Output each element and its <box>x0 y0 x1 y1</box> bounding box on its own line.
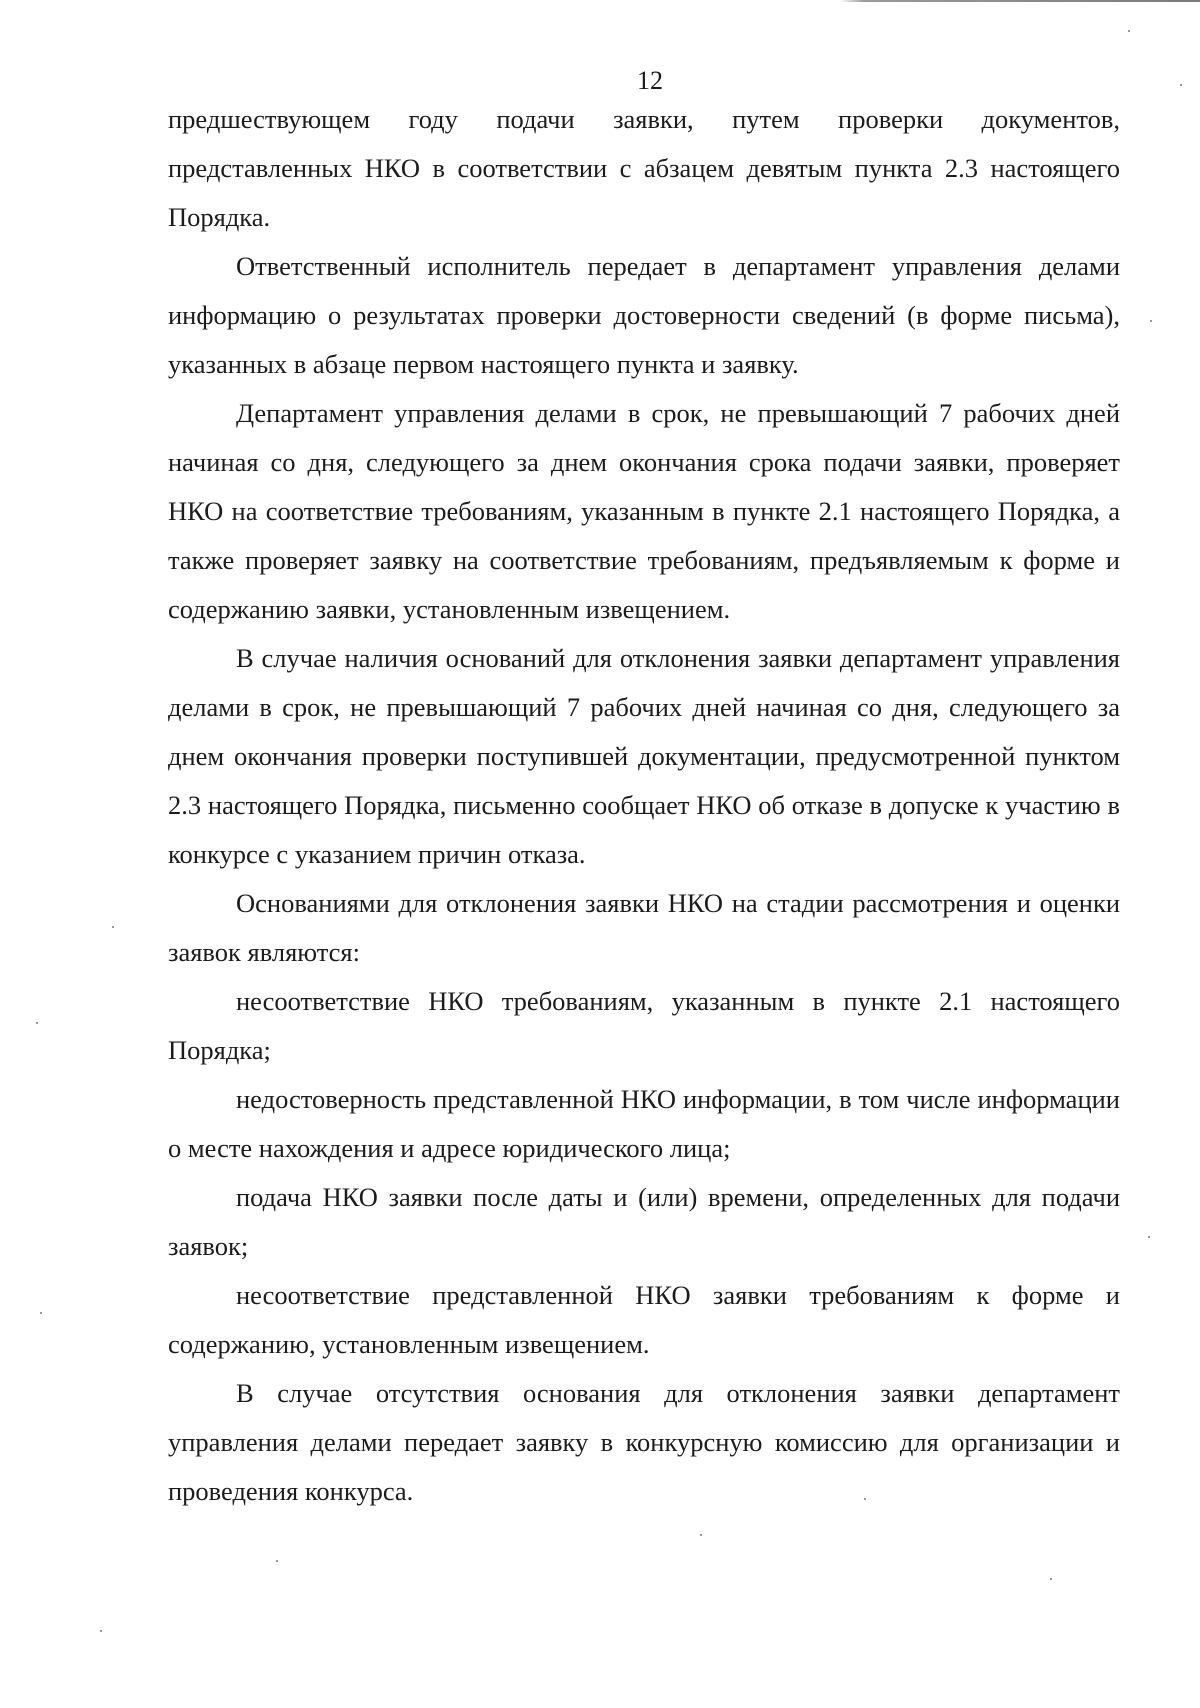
page-number: 12 <box>637 66 663 95</box>
scan-speck <box>1148 1236 1150 1238</box>
paragraph-4: В случае наличия оснований для отклонения заявки департамент управления делами в срок, не превышающий 7 рабочих дней начиная со дня, следующего за днем окончания проверки поступившей документации, предусмотренной пунктом 2.3 настоящего Порядка, письменно сообщает НКО об отказе в допуске к участию в конкурсе с указанием причин отказа. <box>168 643 1120 869</box>
scan-speck <box>1180 84 1182 86</box>
scan-speck <box>700 1534 702 1536</box>
list-item-2: недостоверность представленной НКО информации, в том числе информации о месте нахождения и адресе юридического лица; <box>168 1084 1120 1163</box>
scan-speck <box>112 926 114 928</box>
paragraph-1: предшествующем году подачи заявки, путем проверки документов, представленных НКО в соответствии с абзацем девятым пункта 2.3 настоящего Порядка. <box>168 104 1120 232</box>
list-item-3: подача НКО заявки после даты и (или) времени, определенных для подачи заявок; <box>168 1182 1120 1261</box>
scan-speck <box>1128 30 1130 32</box>
paragraph-2: Ответственный исполнитель передает в департамент управления делами информацию о результатах проверки достоверности сведений (в форме письма), указанных в абзаце первом настоящего пункта и заявку. <box>168 251 1120 379</box>
paragraph-5: Основаниями для отклонения заявки НКО на стадии рассмотрения и оценки заявок являются: <box>168 888 1120 967</box>
list-item-4: несоответствие представленной НКО заявки требованиям к форме и содержанию, установленным извещением. <box>168 1280 1120 1359</box>
scan-speck <box>36 1022 38 1024</box>
paragraph-final: В случае отсутствия основания для отклонения заявки департамент управления делами передает заявку в конкурсную комиссию для организации и проведения конкурса. <box>168 1378 1120 1506</box>
scan-speck <box>276 1560 278 1562</box>
scan-edge-line <box>0 0 1200 2</box>
scan-speck <box>40 1312 42 1314</box>
scan-speck <box>864 1498 866 1500</box>
list-item-1: несоответствие НКО требованиям, указанным в пункте 2.1 настоящего Порядка; <box>168 986 1120 1065</box>
scan-speck <box>1050 1578 1052 1580</box>
scan-speck <box>1150 320 1152 322</box>
scan-speck <box>100 1630 102 1632</box>
document-body <box>168 95 1120 1516</box>
paragraph-3: Департамент управления делами в срок, не превышающий 7 рабочих дней начиная со дня, следующего за днем окончания срока подачи заявки, проверяет НКО на соответствие требованиям, указанным в пункте 2.1 настоящего Порядка, а также проверяет заявку на соответствие требованиям, предъявляемым к форме и содержанию заявки, установленным извещением. <box>168 398 1120 624</box>
